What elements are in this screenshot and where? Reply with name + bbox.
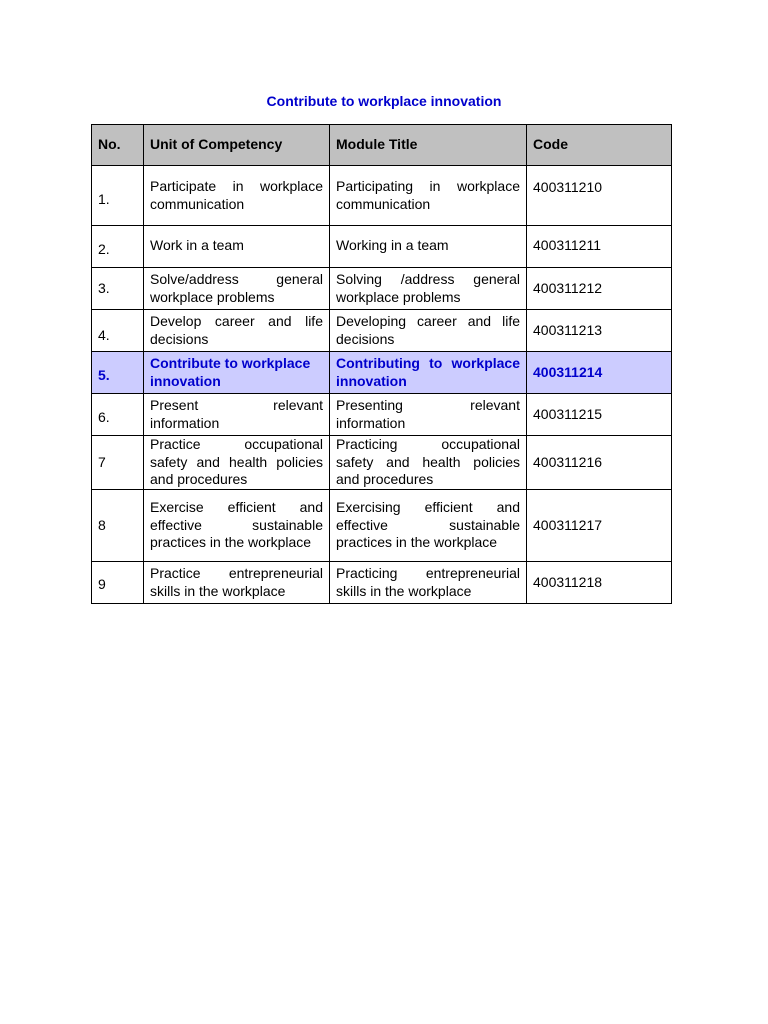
code-cell: 400311211 bbox=[527, 226, 672, 268]
row-number: 7 bbox=[92, 436, 144, 490]
unit-cell: Develop career and life decisions bbox=[144, 310, 330, 352]
module-cell: Working in a team bbox=[330, 226, 527, 268]
table-row bbox=[92, 268, 672, 310]
code-cell: 400311213 bbox=[527, 310, 672, 352]
unit-cell: Exercise efficient and effective sustainable practices in the workplace bbox=[144, 490, 330, 562]
unit-cell: Participate in workplace communication bbox=[144, 166, 330, 226]
header-unit-of-competency: Unit of Competency bbox=[144, 125, 330, 166]
row-number: 6. bbox=[92, 394, 144, 436]
code-cell: 400311214 bbox=[527, 352, 672, 394]
row-number: 3. bbox=[92, 268, 144, 310]
table-row bbox=[92, 310, 672, 352]
header-code: Code bbox=[527, 125, 672, 166]
table-row bbox=[92, 394, 672, 436]
module-cell: Contributing to workplace innovation bbox=[330, 352, 527, 394]
module-cell: Participating in workplace communication bbox=[330, 166, 527, 226]
code-cell: 400311210 bbox=[527, 166, 672, 226]
row-number: 9 bbox=[92, 562, 144, 604]
row-number: 1. bbox=[92, 166, 144, 226]
module-cell: Practicing occupational safety and health policies and procedures bbox=[330, 436, 527, 490]
table-row bbox=[92, 562, 672, 604]
table-row bbox=[92, 436, 672, 490]
table-row bbox=[92, 226, 672, 268]
table-row bbox=[92, 490, 672, 562]
unit-cell: Solve/address general workplace problems bbox=[144, 268, 330, 310]
row-number: 4. bbox=[92, 310, 144, 352]
page-title: Contribute to workplace innovation bbox=[266, 93, 502, 109]
module-cell: Presenting relevant information bbox=[330, 394, 527, 436]
code-cell: 400311212 bbox=[527, 268, 672, 310]
unit-cell: Present relevant information bbox=[144, 394, 330, 436]
code-cell: 400311218 bbox=[527, 562, 672, 604]
code-cell: 400311215 bbox=[527, 394, 672, 436]
module-cell: Developing career and life decisions bbox=[330, 310, 527, 352]
row-number: 2. bbox=[92, 226, 144, 268]
table-row bbox=[92, 166, 672, 226]
module-cell: Practicing entrepreneurial skills in the workplace bbox=[330, 562, 527, 604]
table-header-row bbox=[92, 125, 672, 166]
module-cell: Exercising efficient and effective sustainable practices in the workplace bbox=[330, 490, 527, 562]
unit-cell: Practice entrepreneurial skills in the workplace bbox=[144, 562, 330, 604]
competency-table bbox=[91, 124, 672, 604]
row-number: 5. bbox=[92, 352, 144, 394]
row-number: 8 bbox=[92, 490, 144, 562]
table-row-highlighted bbox=[92, 352, 672, 394]
module-cell: Solving /address general workplace problems bbox=[330, 268, 527, 310]
code-cell: 400311216 bbox=[527, 436, 672, 490]
unit-cell: Practice occupational safety and health policies and procedures bbox=[144, 436, 330, 490]
header-module-title: Module Title bbox=[330, 125, 527, 166]
code-cell: 400311217 bbox=[527, 490, 672, 562]
header-no: No. bbox=[92, 125, 144, 166]
unit-cell: Work in a team bbox=[144, 226, 330, 268]
unit-cell: Contribute to workplace innovation bbox=[144, 352, 330, 394]
